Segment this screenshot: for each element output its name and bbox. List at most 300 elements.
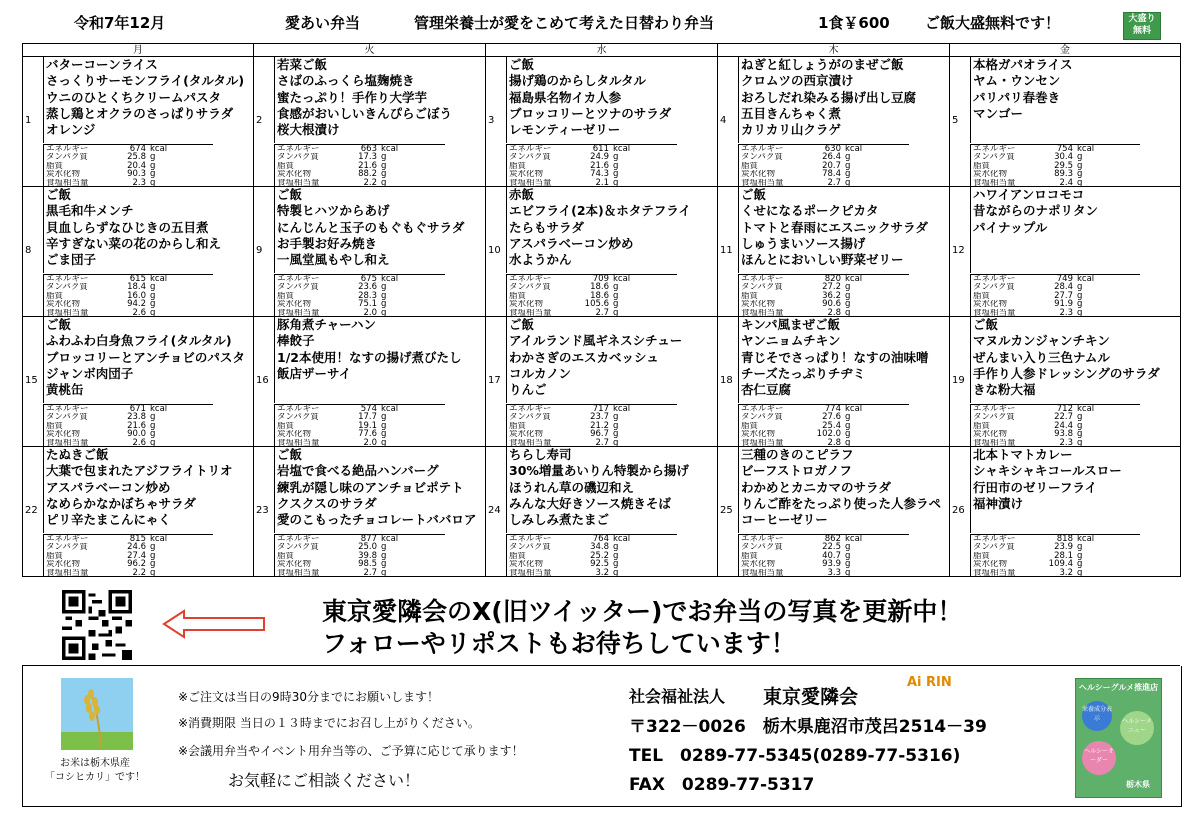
menu-item: アイルランド風ギネスシチュー — [509, 333, 683, 349]
menu-item: 特製ヒハツからあげ — [277, 203, 390, 219]
nutrient-unit: g — [381, 169, 387, 180]
nutrient-value: 3.3 — [827, 567, 841, 578]
nutrient-unit: g — [381, 160, 387, 171]
nutrient-unit: g — [613, 282, 619, 293]
day-cell — [23, 57, 254, 187]
nutrient-value: 574 — [360, 404, 377, 414]
nutrient-label: エネルギー — [277, 145, 320, 154]
nutrient-value: 2.3 — [1059, 437, 1073, 448]
menu-list — [274, 447, 483, 533]
day-number: 1 — [25, 115, 32, 126]
nutrient-unit: g — [613, 559, 619, 570]
nutrient-unit: g — [845, 152, 851, 163]
calendar-month: 令和7年12月 — [74, 14, 166, 32]
menu-item: 若菜ご飯 — [277, 57, 328, 72]
menu-item: 赤飯 — [509, 187, 535, 202]
day-number: 2 — [256, 115, 263, 126]
nutrition-row — [741, 569, 909, 577]
nutrient-value: 3.2 — [595, 567, 609, 578]
nutrient-unit: kcal — [381, 274, 399, 284]
nutrition-table — [738, 404, 909, 447]
nutrient-value: 23.9 — [1054, 542, 1073, 553]
nutrition-table — [274, 404, 445, 447]
nutrient-value: 2.3 — [1059, 307, 1073, 318]
menu-item: 岩塩で食べる絶品ハンバーグ — [277, 463, 439, 479]
nutrient-value: 90.6 — [822, 299, 841, 310]
nutrition-row — [741, 300, 909, 308]
nutrient-unit: g — [845, 412, 851, 423]
telephone[interactable]: TEL 0289-77-5345(0289-77-5316) — [629, 746, 961, 766]
nutrient-unit: g — [613, 290, 619, 301]
nutrient-unit: g — [1077, 429, 1083, 440]
nutrient-unit: kcal — [613, 404, 631, 414]
nutrient-label: 食塩相当量 — [509, 178, 552, 187]
day-cell — [718, 447, 950, 577]
nutrient-label: 脂質 — [277, 291, 295, 301]
weekday-3: 木 — [718, 44, 950, 57]
nutrient-label: 食塩相当量 — [509, 308, 552, 317]
nutrient-label: エネルギー — [509, 275, 552, 284]
nutrient-unit: kcal — [1077, 144, 1095, 154]
nutrient-label: 脂質 — [973, 291, 991, 301]
nutrient-label: エネルギー — [973, 275, 1016, 284]
nutrition-row — [973, 439, 1140, 447]
nutrient-unit: kcal — [1077, 274, 1095, 284]
nutrient-value: 2.0 — [363, 307, 377, 318]
nutrient-unit: g — [381, 437, 387, 448]
nutrient-label: タンパク質 — [46, 413, 88, 422]
nutrition-row — [509, 179, 677, 187]
nutrient-value: 27.2 — [822, 282, 841, 293]
nutrient-label: 炭水化物 — [46, 560, 81, 569]
nutrient-label: 脂質 — [509, 161, 527, 171]
nutrient-unit: g — [150, 299, 156, 310]
nutrient-label: 食塩相当量 — [277, 438, 320, 447]
menu-item: ぜんまい入り三色ナムル — [973, 349, 1110, 365]
nutrient-value: 2.2 — [363, 177, 377, 188]
nutrition-row — [509, 430, 677, 438]
day-number: 3 — [488, 115, 495, 126]
nutrient-value: 712 — [1056, 404, 1073, 414]
nutrition-row — [509, 569, 677, 577]
nutrient-value: 98.5 — [358, 559, 377, 570]
day-number: 5 — [952, 115, 959, 126]
nutrient-unit: g — [613, 412, 619, 423]
nutrient-unit: g — [1077, 290, 1083, 301]
airin-logo: Ai RIN — [907, 675, 952, 690]
nutrition-table — [970, 534, 1140, 577]
nutrient-value: 25.2 — [590, 550, 609, 561]
nutrient-value: 23.7 — [590, 412, 609, 423]
nutrient-value: 25.8 — [127, 152, 146, 163]
nutrient-label: 炭水化物 — [973, 170, 1008, 179]
menu-item: 行田市のゼリーフライ — [973, 479, 1098, 495]
nutrient-value: 28.3 — [358, 290, 377, 301]
menu-item: クロムツの西京漬け — [741, 73, 854, 89]
nutrient-value: 21.6 — [590, 160, 609, 171]
nutrition-table — [970, 404, 1140, 447]
nutrient-value: 39.8 — [358, 550, 377, 561]
nutrient-value: 2.6 — [132, 307, 146, 318]
nutrient-unit: g — [150, 160, 156, 171]
nutrient-label: 脂質 — [973, 161, 991, 171]
menu-list — [274, 317, 483, 403]
qr-code-icon[interactable] — [62, 590, 132, 660]
nutrient-label: タンパク質 — [46, 153, 88, 162]
rice-free-notice: ご飯大盛無料です！ — [925, 14, 1061, 32]
menu-item: アスパラベーコン炒め — [509, 235, 634, 251]
nutrient-unit: g — [613, 169, 619, 180]
nutrition-row — [741, 309, 909, 317]
nutrition-table — [970, 274, 1140, 317]
nutrient-label: エネルギー — [973, 405, 1016, 414]
nutrient-label: 脂質 — [973, 551, 991, 561]
menu-list — [738, 317, 947, 403]
nutrient-label: 食塩相当量 — [277, 568, 320, 577]
nutrient-unit: g — [150, 437, 156, 448]
nutrient-unit: g — [381, 559, 387, 570]
nutrient-value: 2.0 — [363, 437, 377, 448]
nutrient-unit: g — [613, 160, 619, 171]
nutrient-value: 36.2 — [822, 290, 841, 301]
nutrient-value: 21.6 — [358, 160, 377, 171]
nutrient-label: 食塩相当量 — [973, 438, 1016, 447]
nutrition-table — [43, 144, 213, 187]
nutrient-label: 脂質 — [741, 291, 759, 301]
nutrient-label: タンパク質 — [509, 413, 551, 422]
nutrient-value: 23.8 — [127, 412, 146, 423]
menu-item: 蒸し鶏とオクラのさっぱりサラダ — [46, 105, 234, 121]
nutrition-row — [973, 179, 1140, 187]
nutrient-value: 17.7 — [358, 412, 377, 423]
order-deadline-note: ※ご注文は当日の9時30分までにお願いします！ — [178, 690, 439, 704]
nutrient-label: タンパク質 — [973, 153, 1015, 162]
nutrient-value: 749 — [1056, 274, 1073, 284]
nutrition-row — [46, 430, 213, 438]
nutrition-row — [277, 560, 445, 568]
nutrient-value: 109.4 — [1048, 559, 1073, 570]
week-row — [23, 317, 1181, 447]
nutrient-label: タンパク質 — [277, 413, 319, 422]
nutrient-value: 18.4 — [127, 282, 146, 293]
nutrient-label: 炭水化物 — [46, 430, 81, 439]
nutrient-value: 774 — [824, 404, 841, 414]
nutrient-unit: g — [613, 307, 619, 318]
nutrient-value: 74.3 — [590, 169, 609, 180]
menu-item: 桜大根漬け — [277, 122, 340, 138]
nutrient-label: タンパク質 — [973, 283, 1015, 292]
menu-list — [970, 317, 1178, 403]
nutrient-value: 818 — [1056, 534, 1073, 544]
day-cell — [23, 447, 254, 577]
nutrient-value: 34.8 — [590, 542, 609, 553]
weekday-header — [23, 44, 1181, 57]
menu-item: 揚げ鶏のからしタルタル — [509, 73, 647, 89]
tagline: 管理栄養士が愛をこめて考えた日替わり弁当 — [414, 14, 715, 32]
day-cell — [486, 317, 718, 447]
nutrient-unit: kcal — [381, 534, 399, 544]
nutrient-value: 96.2 — [127, 559, 146, 570]
menu-list — [274, 57, 483, 143]
nutrient-value: 717 — [592, 404, 609, 414]
nutrient-label: エネルギー — [46, 405, 89, 414]
nutrient-value: 16.0 — [127, 290, 146, 301]
nutrient-value: 93.9 — [822, 559, 841, 570]
menu-item: エビフライ(2本)＆ホタテフライ — [509, 203, 691, 219]
menu-item: 30%増量あいりん特製から揚げ — [509, 463, 689, 479]
menu-item: 豚角煮チャーハン — [277, 317, 377, 332]
nutrient-unit: g — [150, 542, 156, 553]
nutrient-value: 764 — [592, 534, 609, 544]
promo-line-2: フォローやリポストもお待ちしています！ — [322, 629, 796, 658]
nutrient-label: 脂質 — [741, 161, 759, 171]
nutrition-row — [973, 170, 1140, 178]
nutrient-unit: g — [845, 420, 851, 431]
week-row — [23, 447, 1181, 577]
nutrient-value: 2.1 — [595, 177, 609, 188]
nutrition-row — [277, 569, 445, 577]
nutrition-table — [506, 144, 677, 187]
nutrition-row — [277, 300, 445, 308]
nutrient-value: 663 — [360, 144, 377, 154]
nutrient-value: 815 — [129, 534, 146, 544]
weekday-1: 火 — [254, 44, 486, 57]
nutrient-value: 27.4 — [127, 550, 146, 561]
day-number: 15 — [25, 375, 38, 386]
menu-item: キンパ風まぜご飯 — [741, 317, 841, 332]
nutrition-table — [738, 534, 909, 577]
nutrient-unit: g — [150, 177, 156, 188]
menu-item: 青じそでさっぱり！なすの油味噌 — [741, 349, 929, 365]
menu-list — [506, 187, 715, 273]
menu-list — [970, 187, 1178, 273]
menu-item: ほうれん草の磯辺和え — [509, 479, 635, 495]
nutrient-label: エネルギー — [277, 275, 320, 284]
nutrition-row — [46, 170, 213, 178]
nutrient-label: タンパク質 — [46, 283, 88, 292]
nutrient-label: 脂質 — [46, 161, 64, 171]
nutrient-label: 脂質 — [277, 161, 295, 171]
menu-item: 愛のこもったチョコレートババロア — [277, 512, 477, 528]
menu-list — [43, 317, 251, 403]
rice-caption-1: お米は栃木県産 — [60, 758, 130, 769]
nutrient-unit: g — [150, 567, 156, 578]
nutrient-label: 食塩相当量 — [46, 178, 89, 187]
nutrition-table — [274, 144, 445, 187]
nutrient-value: 30.4 — [1054, 152, 1073, 163]
nutrient-unit: g — [613, 567, 619, 578]
nutrient-unit: g — [845, 429, 851, 440]
menu-item: ほんとにおいしい野菜ゼリー — [741, 252, 904, 268]
day-cell — [23, 317, 254, 447]
nutrient-label: 炭水化物 — [741, 430, 776, 439]
nutrition-row — [277, 170, 445, 178]
nutrient-unit: g — [150, 152, 156, 163]
nutrient-unit: g — [1077, 160, 1083, 171]
nutrient-value: 88.2 — [358, 169, 377, 180]
nutrient-label: エネルギー — [973, 535, 1016, 544]
nutrient-label: タンパク質 — [741, 543, 783, 552]
nutrient-unit: kcal — [1077, 534, 1095, 544]
day-number: 9 — [256, 245, 263, 256]
org-name: 東京愛隣会 — [763, 686, 859, 708]
nutrient-label: 脂質 — [277, 551, 295, 561]
nutrient-label: タンパク質 — [741, 283, 783, 292]
nutrient-label: タンパク質 — [509, 153, 551, 162]
nutrient-value: 90.3 — [127, 169, 146, 180]
free-large-rice-logo: 大盛り 無料 — [1123, 12, 1161, 40]
day-number: 11 — [720, 245, 733, 256]
nutrient-label: エネルギー — [46, 535, 89, 544]
menu-item: 福神漬け — [973, 495, 1024, 511]
nutrient-unit: g — [150, 307, 156, 318]
fax: FAX 0289-77-5317 — [629, 775, 815, 795]
nutrient-value: 2.4 — [1059, 177, 1073, 188]
nutrient-label: 炭水化物 — [46, 300, 81, 309]
nutrient-value: 22.7 — [1054, 412, 1073, 423]
menu-item: 福島県名物イカ人参 — [509, 89, 622, 105]
day-cell — [718, 317, 950, 447]
nutrition-row — [973, 300, 1140, 308]
menu-item: ピリ辛たまこんにゃく — [46, 512, 171, 528]
nutrient-label: 脂質 — [277, 421, 295, 431]
nutrient-unit: kcal — [381, 144, 399, 154]
menu-item: 飯店ザーサイ — [277, 365, 352, 381]
nutrient-unit: g — [613, 542, 619, 553]
nutrient-unit: g — [1077, 412, 1083, 423]
nutrient-unit: g — [150, 420, 156, 431]
menu-item: 棒餃子 — [277, 333, 315, 349]
nutrient-unit: g — [381, 550, 387, 561]
nutrient-value: 862 — [824, 534, 841, 544]
nutrient-unit: g — [381, 177, 387, 188]
day-cell — [486, 187, 718, 317]
menu-item: 食感がおいしいきんぴらごぼう — [277, 105, 453, 121]
menu-item: たぬきご飯 — [46, 447, 109, 462]
day-number: 22 — [25, 505, 38, 516]
menu-item: チーズたっぷりチヂミ — [741, 365, 866, 381]
nutrient-label: エネルギー — [46, 275, 89, 284]
nutrient-label: 食塩相当量 — [741, 568, 784, 577]
menu-item: 三種のきのこピラフ — [741, 447, 854, 462]
nutrient-unit: kcal — [150, 144, 168, 154]
nutrient-label: エネルギー — [741, 405, 784, 414]
menu-list — [43, 57, 251, 143]
nutrient-value: 671 — [129, 404, 146, 414]
nutrient-value: 820 — [824, 274, 841, 284]
nutrient-label: エネルギー — [741, 145, 784, 154]
menu-item: 貝血しらずなひじきの五目煮 — [46, 219, 209, 235]
promo-banner — [22, 578, 1180, 666]
nutrient-label: エネルギー — [973, 145, 1016, 154]
nutrition-row — [46, 179, 213, 187]
nutrition-table — [506, 534, 677, 577]
expiry-note: ※消費期限 当日の１３時までにお召し上がりください。 — [178, 716, 480, 730]
nutrient-unit: g — [613, 299, 619, 310]
nutrient-value: 2.7 — [827, 177, 841, 188]
nutrient-unit: g — [613, 152, 619, 163]
menu-calendar — [22, 43, 1181, 577]
nutrient-label: 炭水化物 — [509, 560, 544, 569]
nutrient-value: 2.8 — [827, 307, 841, 318]
nutrient-unit: g — [150, 550, 156, 561]
nutrition-row — [741, 560, 909, 568]
menu-item: 水ようかん — [509, 252, 572, 268]
nutrient-label: 炭水化物 — [277, 430, 312, 439]
nutrient-unit: g — [150, 282, 156, 293]
nutrient-label: エネルギー — [277, 405, 320, 414]
menu-item: しゅうまいソース揚げ — [741, 235, 866, 251]
nutrient-label: 脂質 — [741, 551, 759, 561]
nutrient-value: 28.1 — [1054, 550, 1073, 561]
week-row — [23, 187, 1181, 317]
day-cell — [254, 447, 486, 577]
menu-item: りんご酢をたっぷり使った人参ラペ — [741, 495, 942, 511]
nutrient-unit: g — [1077, 282, 1083, 293]
nutrition-row — [509, 300, 677, 308]
nutrition-row — [741, 179, 909, 187]
menu-list — [43, 447, 251, 533]
menu-item: みんな大好きソース焼きそば — [509, 495, 671, 511]
nutrient-label: 炭水化物 — [509, 170, 544, 179]
nutrient-label: タンパク質 — [741, 153, 783, 162]
day-cell — [950, 447, 1181, 577]
nutrient-label: タンパク質 — [277, 543, 319, 552]
rice-caption-2: 「コシヒカリ」です！ — [45, 772, 145, 783]
menu-item: ビーフストロガノフ — [741, 463, 852, 479]
menu-item: ジャンボ肉団子 — [46, 365, 134, 381]
menu-item: 蜜たっぷり！手作り大学芋 — [277, 89, 428, 105]
menu-item: ブロッコリーとアンチョビのパスタ — [46, 349, 245, 365]
nutrient-unit: g — [845, 307, 851, 318]
nutrient-label: タンパク質 — [509, 283, 551, 292]
nutrient-value: 22.5 — [822, 542, 841, 553]
nutrition-row — [973, 569, 1140, 577]
nutrient-label: 脂質 — [509, 291, 527, 301]
menu-item: ハワイアンロコモコ — [973, 187, 1085, 202]
nutrition-row — [46, 439, 213, 447]
nutrient-unit: g — [381, 567, 387, 578]
nutrient-value: 2.2 — [132, 567, 146, 578]
menu-item: お手製お好み焼き — [277, 235, 378, 251]
nutrient-unit: g — [1077, 420, 1083, 431]
menu-item: ふわふわ白身魚フライ(タルタル) — [46, 333, 232, 349]
menu-item: ご飯 — [741, 187, 767, 202]
weekday-2: 水 — [486, 44, 718, 57]
nutrient-unit: g — [1077, 567, 1083, 578]
menu-item: ご飯 — [277, 187, 303, 202]
nutrient-value: 20.4 — [127, 160, 146, 171]
nutrient-value: 2.3 — [132, 177, 146, 188]
nutrient-unit: g — [845, 282, 851, 293]
nutrition-table — [274, 274, 445, 317]
menu-list — [274, 187, 483, 273]
healthy-gourmet-badge: ヘルシーグルメ推進店 栄養成分表示 ヘルシーメニュー ヘルシーオーダー 栃木県 — [1075, 678, 1162, 798]
menu-item: ご飯 — [509, 57, 535, 72]
nutrient-label: タンパク質 — [509, 543, 551, 552]
nutrient-label: 脂質 — [46, 291, 64, 301]
nutrient-unit: kcal — [613, 144, 631, 154]
nutrient-unit: kcal — [150, 404, 168, 414]
nutrient-unit: g — [613, 420, 619, 431]
menu-item: ご飯 — [973, 317, 999, 332]
menu-item: 1/2本使用！なすの揚げ煮びたし — [277, 349, 462, 365]
brand-name: 愛あい弁当 — [285, 14, 361, 32]
menu-item: ごま団子 — [46, 252, 97, 268]
nutrient-value: 91.9 — [1054, 299, 1073, 310]
menu-list — [738, 447, 947, 533]
nutrient-value: 20.7 — [822, 160, 841, 171]
